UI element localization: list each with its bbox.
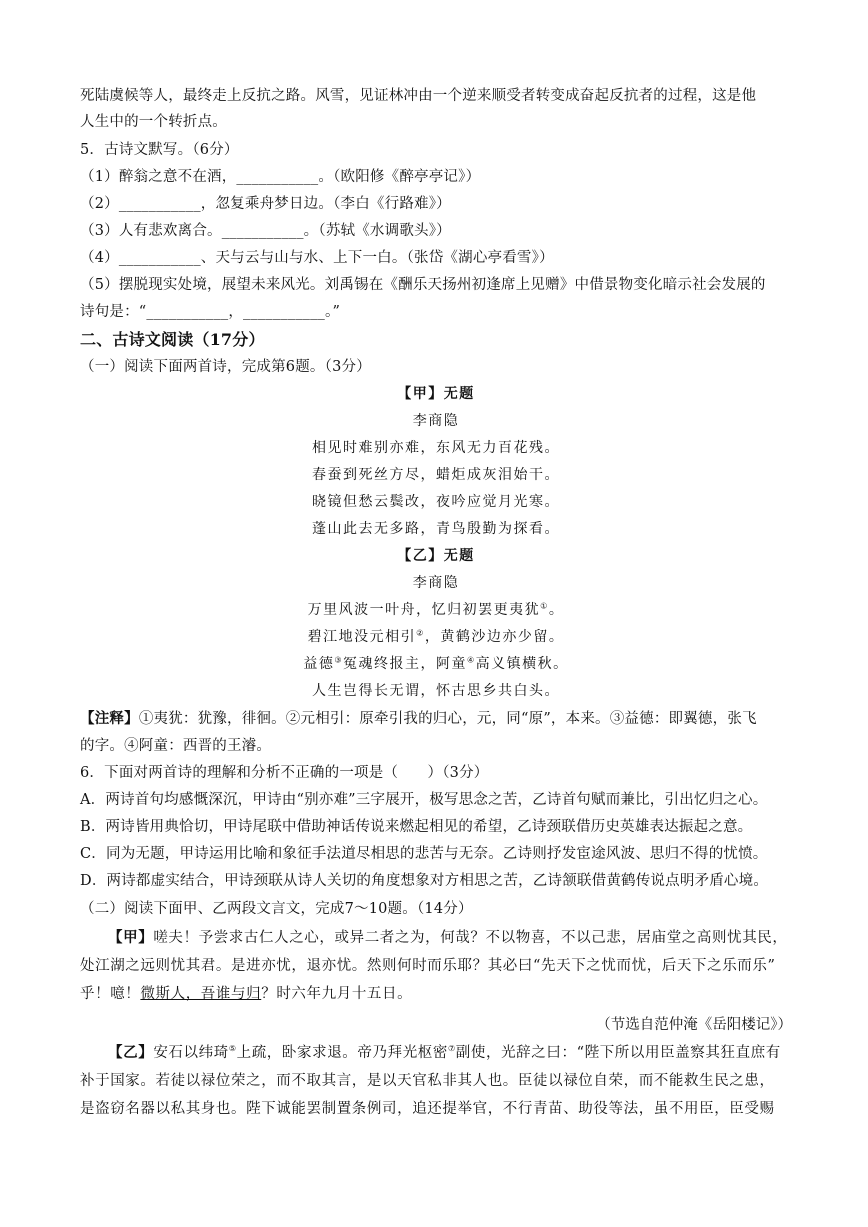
section-2-title: 二、古诗文阅读（17分） (80, 330, 265, 349)
poem-b-line-2-text: 碧江地没元相引 (307, 629, 417, 645)
poem-b-line-3-text: 益德 (303, 656, 335, 672)
notes-text-1: ①夷犹：犹豫，徘徊。②元相引：原牵引我的归心，元，同“原”，本来。③益德：即翼德，张飞 (138, 711, 757, 727)
q5-item-2: （2）___________，忽复乘舟梦日边。（李白《行路难》） (80, 196, 451, 212)
footnote-marker-7: ⑦ (448, 1044, 456, 1054)
text-b-line-3: 是盗窃名器以私其身也。陛下诚能罢制置条例司，追还提举官，不行青苗、助役等法，虽不用臣，臣受赐 (80, 1101, 775, 1117)
text-a-line-1 (80, 928, 792, 948)
subsection-2-title: （二）阅读下面甲、乙两段文言文，完成7～10题。（14分） (80, 901, 473, 917)
poem-b-line-3 (80, 654, 792, 674)
poem-b-line-4: 人生岂得长无谓，怀古思乡共白头。 (312, 683, 560, 699)
text-a-line-3-start: 乎！噫！ (80, 986, 141, 1002)
poem-b-line-2-end: ，黄鹤沙边亦少留。 (424, 629, 565, 645)
footnote-marker-5: ⑤ (228, 1044, 237, 1054)
q5-item-4: （4）___________、天与云与山与水、上下一白。（张岱《湖心亭看雪》） (80, 250, 554, 266)
q6-stem: 6．下面对两首诗的理解和分析不正确的一项是（ ）（3分） (80, 765, 489, 781)
underlined-sentence: 微斯人，吾谁与归 (140, 986, 262, 1002)
q6-option-c: C．同为无题，甲诗运用比喻和象征手法道尽相思的悲苦与无奈。乙诗则抒发宦途风波、思归不得的忧愤。 (80, 846, 768, 862)
poem-a-line-4: 蓬山此去无多路，青鸟殷勤为探看。 (312, 521, 560, 537)
text-a-source: （节选自范仲淹《岳阳楼记》） (596, 1017, 792, 1033)
text-b-line-1-text: 安石以纬琦 (153, 1045, 229, 1061)
poem-b-title: 【乙】无题 (397, 548, 475, 564)
poem-a-line-3: 晓镜但愁云鬓改，夜吟应觉月光寒。 (312, 494, 560, 510)
poem-b-line-2 (80, 627, 792, 647)
poem-b-line-3-mid: 冤魂终报主，阿童 (343, 656, 467, 672)
footnote-marker-3: ③ (334, 655, 343, 665)
poem-b-line-1-text: 万里风波一叶舟，忆归初罢更夷犹 (307, 602, 541, 618)
notes-label: 【注释】 (80, 710, 139, 727)
intro-paragraph-line-2: 人生中的一个转折点。 (80, 114, 227, 130)
text-b-line-1 (80, 1043, 792, 1063)
poem-a-author: 李商隐 (412, 413, 460, 429)
q5-item-5: （5）摆脱现实处境，展望未来风光。刘禹锡在《酬乐天扬州初逢席上见赠》中借景物变化暗示社会发展的 (80, 277, 766, 293)
q6-option-d: D．两诗都虚实结合，甲诗颈联从诗人关切的角度想象对方相思之苦，乙诗颔联借黄鹤传说点明矛盾心境。 (80, 873, 769, 889)
subsection-1-title: （一）阅读下面两首诗，完成第6题。（3分） (80, 359, 371, 375)
poem-b-line-1-end: 。 (548, 602, 565, 618)
text-a-line-3-end: ？时六年九月十五日。 (261, 986, 413, 1002)
q5-item-1: （1）醉翁之意不在酒，___________。（欧阳修《醉亭亭记》） (80, 169, 481, 185)
text-a-line-2: 处江湖之远则忧其君。是进亦忧，退亦忧。然则何时而乐耶？其必曰“先天下之忧而忧，后天下之乐而乐” (80, 958, 776, 974)
text-b-line-1-mid: 上疏，卧家求退。帝乃拜光枢密 (236, 1045, 448, 1061)
q5-item-3: （3）人有悲欢离合。___________。（苏轼《水调歌头》） (80, 223, 451, 239)
q5-item-5-continued: 诗句是：“___________，___________。” (80, 304, 341, 320)
footnote-marker-2: ② (416, 628, 425, 638)
q6-option-b: B．两诗皆用典恰切，甲诗尾联中借助神话传说来燃起相见的希望，乙诗颈联借历史英雄表达振起之意。 (80, 819, 753, 835)
text-a-label: 【甲】 (108, 929, 154, 946)
poem-b-line-3-end: 高义镇横秋。 (475, 656, 569, 672)
poem-a-title: 【甲】无题 (397, 386, 475, 402)
q5-title: 5．古诗文默写。（6分） (80, 142, 239, 158)
footnote-marker-1: ① (540, 601, 549, 611)
intro-paragraph-line-1: 死陆虞候等人，最终走上反抗之路。风雪，见证林冲由一个逆来顺受者转变成奋起反抗者的过程，这是他 (80, 88, 757, 104)
poem-a-line-2: 春蚕到死丝方尽，蜡炬成灰泪始干。 (312, 467, 560, 483)
text-a-line-3 (80, 984, 792, 1004)
notes-line-1 (80, 709, 792, 729)
text-b-line-1-end: 副使，光辞之曰：“陛下所以用臣盖察其狂直庶有 (455, 1045, 781, 1061)
text-a-line-1-text: 嗟夫！予尝求古仁人之心，或异二者之为，何哉？不以物喜，不以己悲，居庙堂之高则忧其民， (153, 930, 788, 946)
footnote-marker-4: ④ (467, 655, 476, 665)
text-b-label: 【乙】 (108, 1044, 154, 1061)
poem-b-line-1 (80, 600, 792, 620)
poem-a-line-1: 相见时难别亦难，东风无力百花残。 (312, 440, 560, 456)
poem-b-author: 李商隐 (412, 575, 460, 591)
notes-line-2: 的字。④阿童：西晋的王濬。 (80, 738, 272, 754)
text-b-line-2: 补于国家。若徒以禄位荣之，而不取其言，是以天官私非其人也。臣徒以禄位自荣，而不能救生民之患， (80, 1073, 775, 1089)
q6-option-a: A．两诗首句均感慨深沉，甲诗由“别亦难”三字展开，极写思念之苦，乙诗首句赋而兼比，引出忆归之心。 (80, 792, 768, 808)
